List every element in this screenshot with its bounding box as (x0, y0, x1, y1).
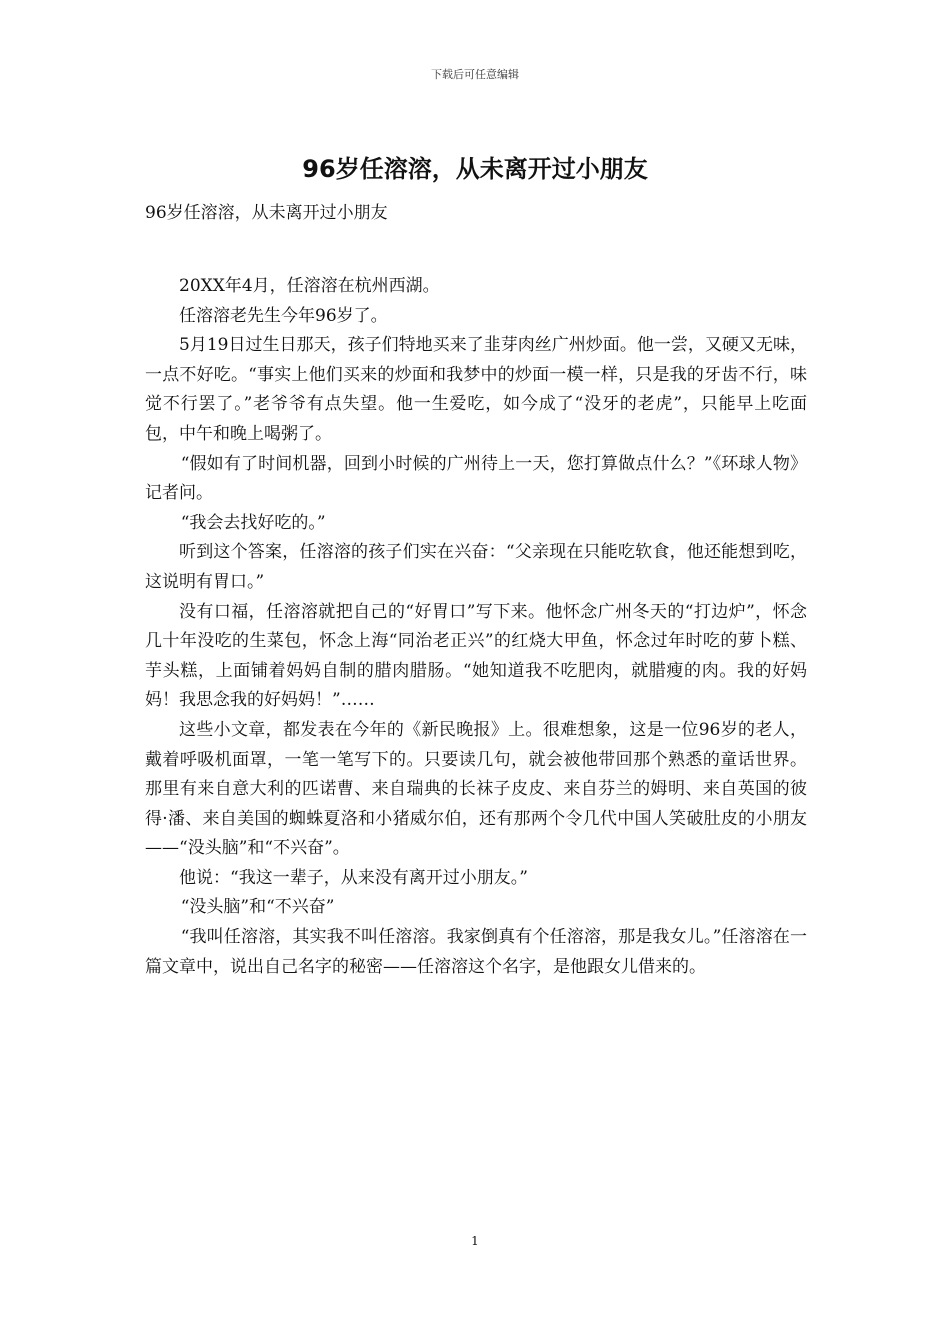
header-note: 下载后可任意编辑 (431, 68, 519, 81)
document-subtitle: 96岁任溶溶，从未离开过小朋友 (145, 203, 388, 223)
paragraph: 5月19日过生日那天，孩子们特地买来了韭芽肉丝广州炒面。他一尝，又硬又无味，一点不好吃。“事实上他们买来的炒面和我梦中的炒面一模一样，只是我的牙齿不行，味觉不行罢了。”老爷爷有点失望。他一生爱吃，如今成了“没牙的老虎”，只能早上吃面包，中午和晚上喝粥了。 (145, 335, 807, 444)
paragraph: “假如有了时间机器，回到小时候的广州待上一天，您打算做点什么？”《环球人物》记者问。 (145, 453, 807, 504)
paragraph: “我叫任溶溶，其实我不叫任溶溶。我家倒真有个任溶溶，那是我女儿。”任溶溶在一篇文章中，说出自己名字的秘密——任溶溶这个名字，是他跟女儿借来的。 (145, 927, 807, 977)
paragraph: 他说：“我这一辈子，从来没有离开过小朋友。” (179, 867, 528, 888)
paragraph: 没有口福，任溶溶就把自己的“好胃口”写下来。他怀念广州冬天的“打边炉”，怀念几十年没吃的生菜包，怀念上海“同治老正兴”的红烧大甲鱼，怀念过年时吃的萝卜糕、芋头糕，上面铺着妈妈自制的腊肉腊肠。“她知道我不吃肥肉，就腊瘦的肉。我的好妈妈！我思念我的好妈妈！”…… (145, 601, 807, 711)
paragraph: 听到这个答案，任溶溶的孩子们实在兴奋：“父亲现在只能吃软食，他还能想到吃，这说明有胃口。” (145, 542, 807, 592)
article-body (145, 272, 807, 982)
document-title: 96岁任溶溶，从未离开过小朋友 (302, 155, 648, 183)
page-number: 1 (471, 1234, 479, 1248)
paragraph: 这些小文章，都发表在今年的《新民晚报》上。很难想象，这是一位96岁的老人，戴着呼吸机面罩，一笔一笔写下的。只要读几句，就会被他带回那个熟悉的童话世界。那里有来自意大利的匹诺曹、来自瑞典的长袜子皮皮、来自芬兰的姆明、来自英国的彼得·潘、来自美国的蜘蛛夏洛和小猪威尔伯，还有那两个令几代中国人笑破肚皮的小朋友——“没头脑”和“不兴奋”。 (145, 719, 807, 859)
section-heading: “没头脑”和“不兴奋” (180, 897, 335, 918)
paragraph: 任溶溶老先生今年96岁了。 (179, 305, 388, 326)
paragraph: “我会去找好吃的。” (180, 512, 326, 533)
paragraph: 20XX年4月，任溶溶在杭州西湖。 (179, 276, 440, 296)
